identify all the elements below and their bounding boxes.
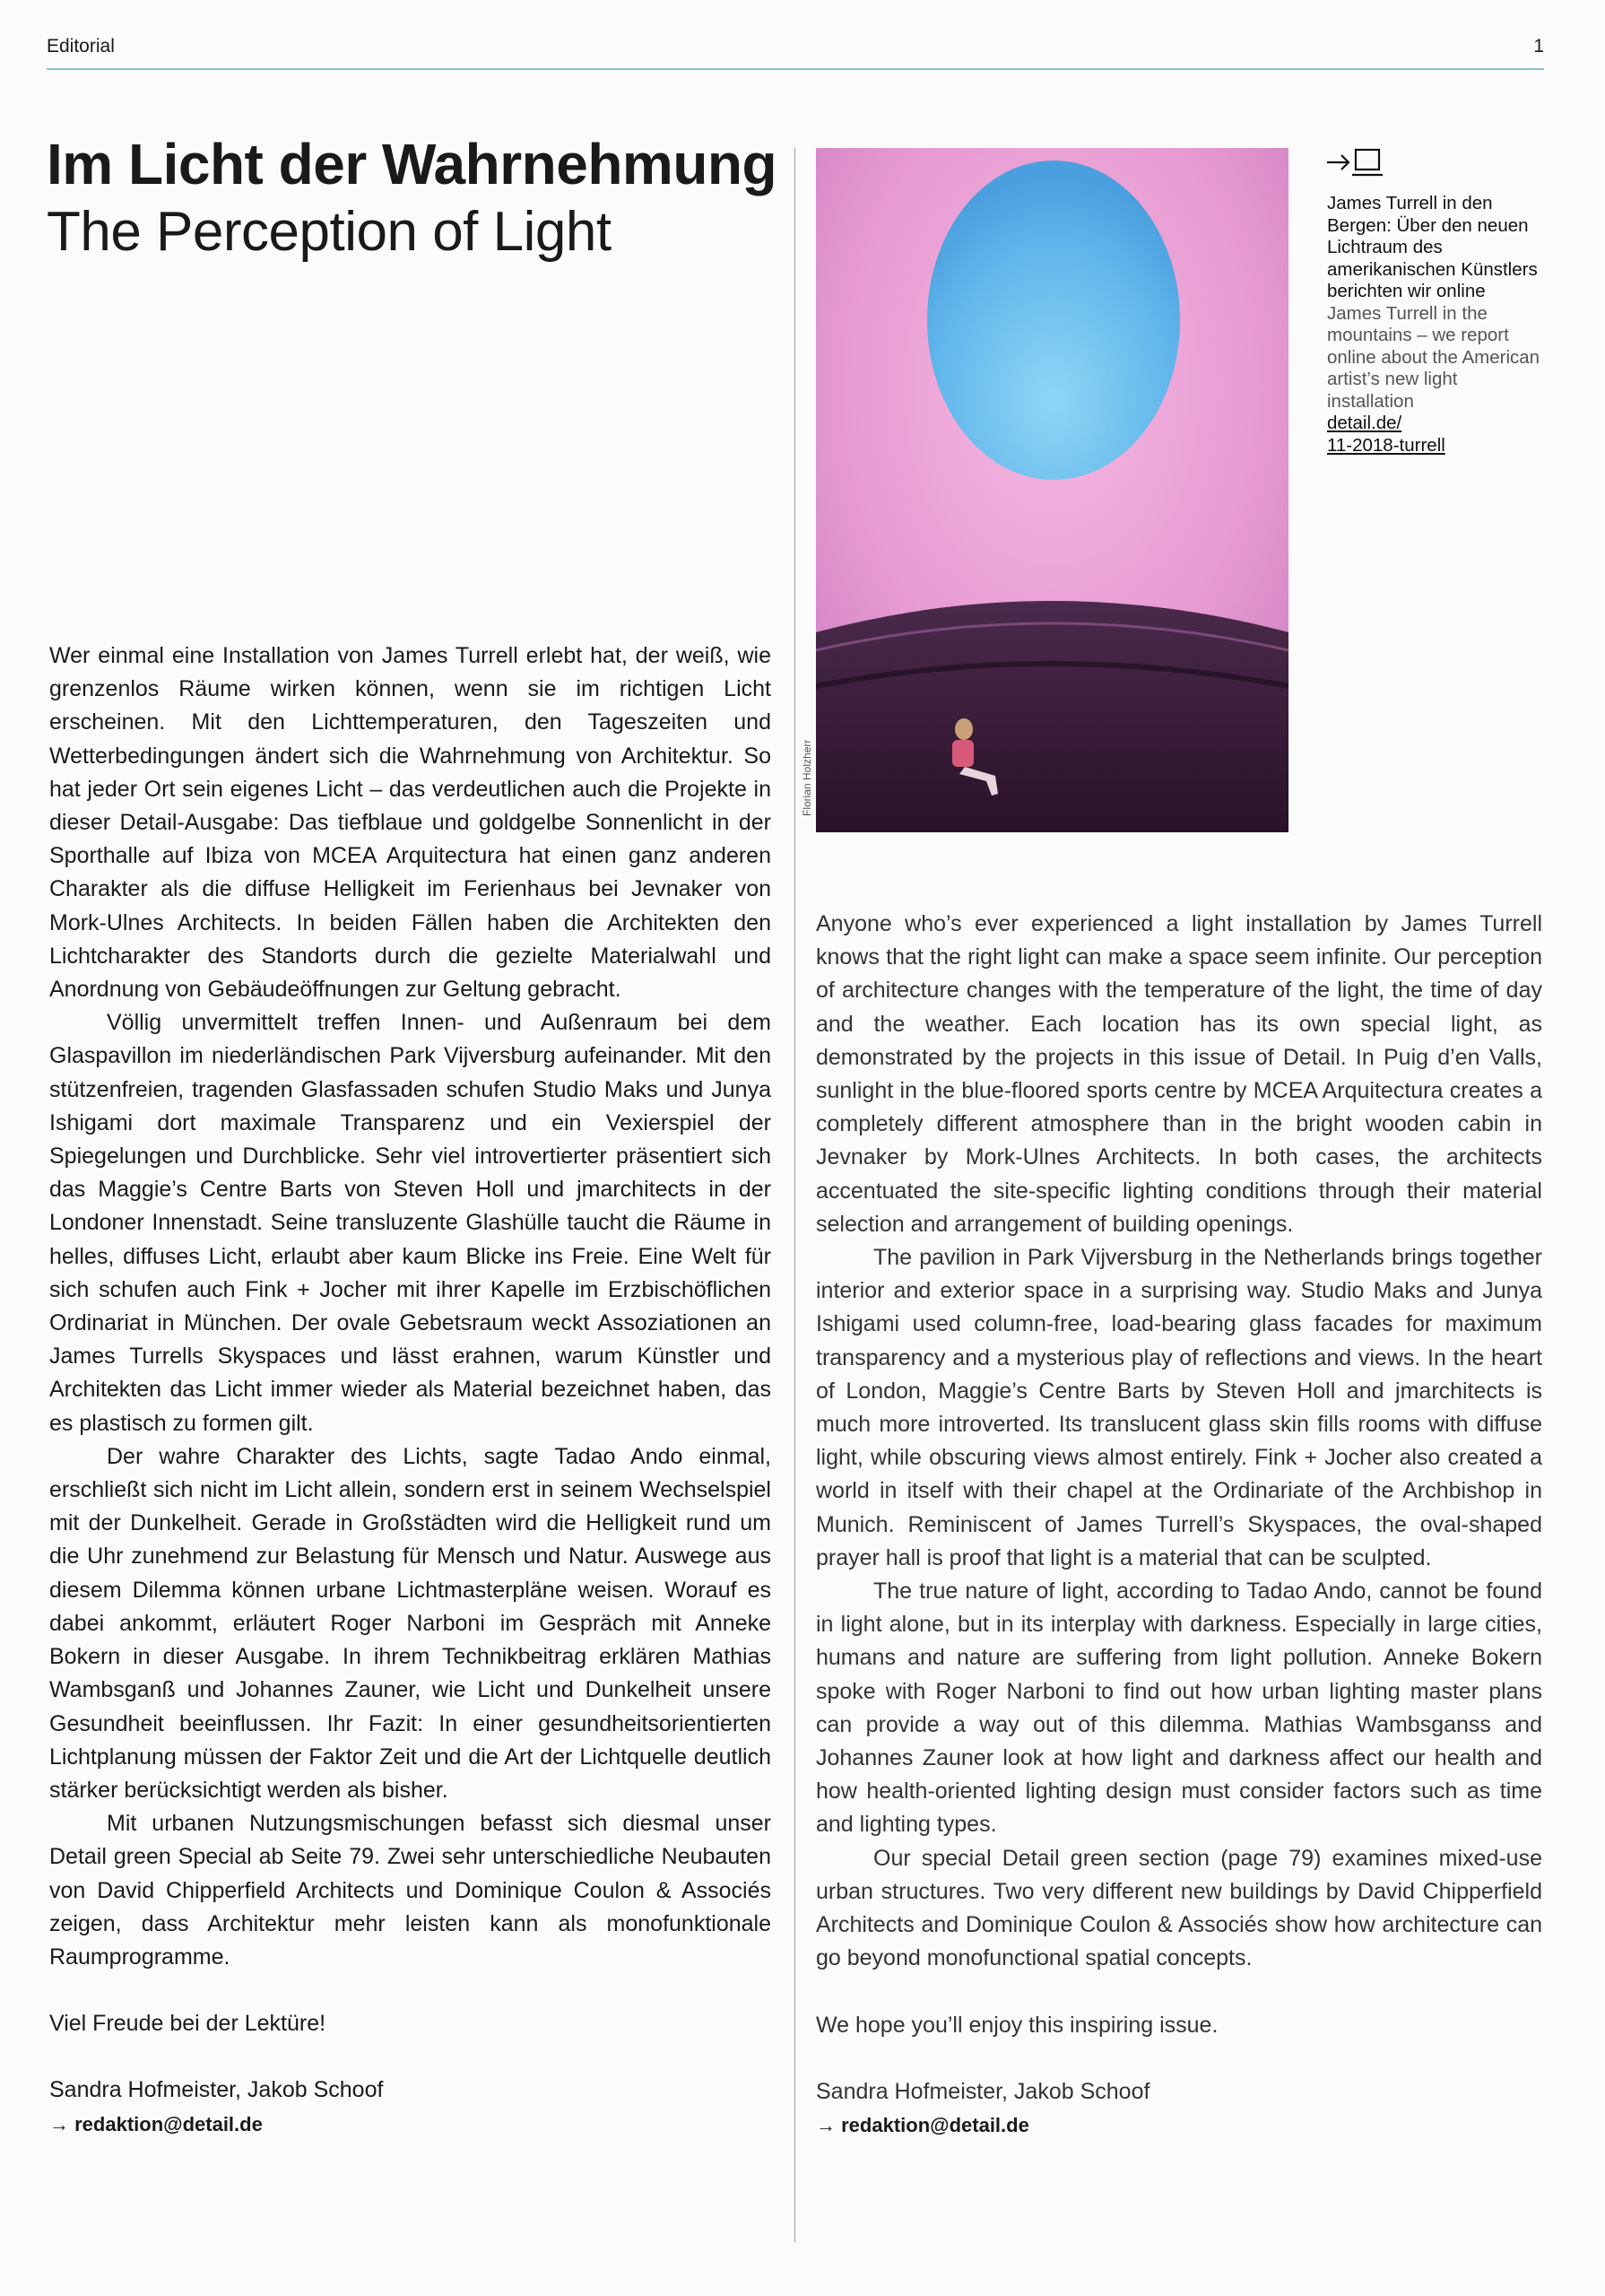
header-rule [47, 68, 1544, 70]
page-title: Im Licht der Wahrnehmung [47, 132, 777, 196]
english-paragraph: Our special Detail green section (page 79) examines mixed-use urban structures. Two very different new buildings by David Chipperfield Architects and Dominique Coulon & Associés show how architecture can go beyond monofunctional spatial concepts. [816, 1845, 1542, 1971]
german-paragraph: Der wahre Charakter des Lichts, sagte Tadao Ando einmal, erschließt sich nicht im Licht allein, sondern erst in seinem Wechselspiel mit der Dunkelheit. Gerade in Großstädten wird die Helligkeit rund um die Uhr zunehmend zur Belastung für Mensch und Natur. Auswege aus diesem Dilemma können urbane Lichtmasterpläne weisen. Worauf es dabei ankommt, erläutert Roger Narboni im Gespräch mit Anneke Bokern in dieser Ausgabe. In ihrem Technikbeitrag erklären Mathias Wambsganß und Johannes Zauner, wie Licht und Dunkelheit unsere Gesundheit beeinflussen. Ihr Fazit: In einer gesundheitsorientierten Lichtplanung müssen der Faktor Zeit und die Art der Lichtquelle deutlich stärker berücksichtigt werden als bisher. [49, 1443, 771, 1803]
german-closing: Viel Freude bei der Lektüre! [49, 2011, 326, 2037]
aside-link-line1[interactable]: detail.de/ [1327, 413, 1402, 433]
german-paragraph: Völlig unvermittelt treffen Innen- und Außenraum bei dem Glaspavillon im niederländischen Park Vijversburg aufeinander. Mit den stützenfreien, tragenden Glasfassaden schufen Studio Maks und Junya Ishigami dort maximale Transparenz und ein Vexierspiel der Spiegelungen und Durchblicke. Sehr viel introvertierter präsentiert sich das Maggie’s Centre Barts von Steven Holl und jmarchitects in der Londoner Innenstadt. Seine transluzente Glashülle taucht die Räume in helles, diffuses Licht, erlaubt aber kaum Blicke ins Freie. Eine Welt für sich schufen auch Fink + Jocher mit ihrer Kapelle im Erzbischöflichen Ordinariat in München. Der ovale Gebetsraum weckt Assoziationen an James Turrells Skyspaces und lässt erahnen, warum Künstler und Architekten das Licht immer wieder als Material bezeichnet haben, das es plastisch zu formen gilt. [49, 1010, 771, 1436]
german-text-column [49, 639, 771, 2141]
german-paragraph: Wer einmal eine Installation von James Turrell erlebt hat, der weiß, wie grenzenlos Räume wirken können, wenn sie im richtigen Licht erscheinen. Mit den Lichttemperaturen, den Tageszeiten und Wetterbedingungen ändert sich die Wahrnehmung von Architektur. So hat jeder Ort sein eigenes Licht – das verdeutlichen auch die Projekte in dieser Detail-Ausgabe: Das tiefblaue und goldgelbe Sonnenlicht in der Sporthalle auf Ibiza von MCEA Arquitectura hat einen ganz anderen Charakter als die diffuse Helligkeit im Ferienhaus bei Jevnaker von Mork-Ulnes Architects. In beiden Fällen haben die Architekten den Lichtcharakter des Standorts durch die gezielte Materialwahl und Anordnung von Gebäudeöffnungen zur Geltung gebracht. [49, 643, 771, 1003]
english-text-column [816, 908, 1542, 2142]
german-paragraph: Mit urbanen Nutzungsmischungen befasst sich diesmal unser Detail green Special ab Seite 79. Zwei sehr unterschiedliche Neubauten von David Chipperfield Architects und Dominique Coulon & Associés zeigen, dass Architektur mehr leisten kann als monofunktionale Raumprogramme. [49, 1811, 771, 1970]
english-authors: Sandra Hofmeister, Jakob Schoof [816, 2078, 1150, 2104]
english-paragraph: Anyone who’s ever experienced a light installation by James Turrell knows that the right light can make a space seem infinite. Our perception of architecture changes with the temperature of the light, the time of day and the weather. Each location has its own special light, as demonstrated by the projects in this issue of Detail. In Puig d’en Valls, sunlight in the blue-floored sports centre by MCEA Arquitectura creates a completely different atmosphere than in the bright wooden cabin in Jevnaker by Mork-Ulnes Architects. In both cases, the architects accentuated the site-specific lighting conditions through their material selection and arrangement of building openings. [816, 911, 1542, 1237]
english-email-link[interactable]: → redaktion@detail.de [816, 2113, 1029, 2136]
column-divider [794, 148, 795, 2242]
english-paragraph: The true nature of light, according to Tadao Ando, cannot be found in light alone, but in its interplay with darkness. Especially in large cities, humans and nature are suffering from light pollution. Anneke Bokern spoke with Roger Narboni to find out how urban lighting master plans can provide a way out of this dilemma. Mathias Wambsganss and Johannes Zauner look at how light and darkness affect our health and how health-oriented lighting design must consider factors such as time and lighting types. [816, 1578, 1542, 1838]
english-closing: We hope you’ll enjoy this inspiring issue. [816, 2012, 1219, 2038]
aside-german: James Turrell in den Bergen: Über den neuen Lichtraum des amerikanischen Künstlers berichten wir online [1327, 193, 1538, 301]
online-aside [1327, 193, 1542, 457]
photo-credit: Florian Holzherr [801, 739, 813, 816]
aside-link-line2[interactable]: 11-2018-turrell [1327, 434, 1445, 456]
german-authors: Sandra Hofmeister, Jakob Schoof [49, 2077, 384, 2103]
section-label: Editorial [47, 36, 115, 57]
skyspace-photo [816, 148, 1288, 832]
german-email-link[interactable]: → redaktion@detail.de [49, 2112, 263, 2135]
aside-english: James Turrell in the mountains – we report online about the American artist’s new light installation [1327, 302, 1540, 412]
english-paragraph: The pavilion in Park Vijversburg in the Netherlands brings together interior and exterior space in a surprising way. Studio Maks and Junya Ishigami used column-free, load-bearing glass facades for maximum transparency and a mysterious play of reflections and views. In the heart of London, Maggie’s Centre Barts by Steven Holl and jmarchitects is much more introverted. Its translucent glass skin fills rooms with diffuse light, while obscuring views almost entirely. Fink + Jocher also created a world in itself with their chapel at the Ordinariate of the Archbishop in Munich. Reminiscent of James Turrell’s Skyspaces, the oval-shaped prayer hall is proof that light is a material that can be sculpted. [816, 1245, 1542, 1570]
page-subtitle: The Perception of Light [47, 201, 612, 263]
page-number: 1 [1533, 36, 1544, 57]
arrow-to-screen-icon [1325, 146, 1388, 183]
